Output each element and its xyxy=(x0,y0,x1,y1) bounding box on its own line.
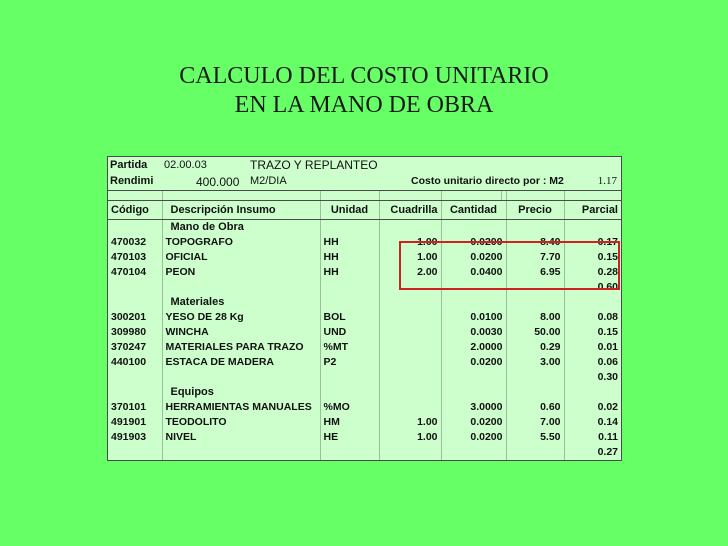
empty-cell xyxy=(441,295,506,310)
partida-code: 02.00.03 xyxy=(164,159,207,171)
section-header-row xyxy=(108,295,621,310)
unidad-cell: HH xyxy=(320,235,379,250)
precio-cell: 8.00 xyxy=(506,310,564,325)
empty-cell xyxy=(506,220,564,236)
section-name: Mano de Obra xyxy=(162,220,320,236)
empty-cell xyxy=(379,445,441,460)
empty-cell xyxy=(564,295,621,310)
title-line-1: CALCULO DEL COSTO UNITARIO xyxy=(179,63,549,89)
table-row xyxy=(108,415,621,430)
cuadrilla-cell xyxy=(379,340,441,355)
descripcion-cell: MATERIALES PARA TRAZO xyxy=(162,340,320,355)
section-name: Equipos xyxy=(162,385,320,400)
partida-label: Partida xyxy=(110,159,148,171)
cantidad-cell: 0.0100 xyxy=(441,310,506,325)
empty-cell xyxy=(379,280,441,295)
empty-cell xyxy=(320,220,379,236)
section-header-row xyxy=(108,220,621,236)
unidad-cell: %MO xyxy=(320,400,379,415)
empty-cell xyxy=(162,370,320,385)
rendimiento-value: 400.000 xyxy=(196,175,240,189)
cost-sheet xyxy=(107,156,622,461)
cantidad-cell: 0.0200 xyxy=(441,235,506,250)
empty-cell xyxy=(506,280,564,295)
codigo-cell: 309980 xyxy=(111,326,147,338)
unidad-cell: HH xyxy=(320,250,379,265)
precio-header: Precio xyxy=(506,201,564,220)
codigo-cell: 440100 xyxy=(111,356,147,368)
table-row xyxy=(108,400,621,415)
descripcion-cell: NIVEL xyxy=(162,430,320,445)
empty-cell xyxy=(108,220,162,236)
parcial-cell: 0.01 xyxy=(564,340,621,355)
empty-cell xyxy=(564,220,621,236)
empty-cell xyxy=(506,370,564,385)
empty-cell xyxy=(108,280,162,295)
table-row xyxy=(108,430,621,445)
codigo-cell: 470103 xyxy=(111,251,147,263)
cuadrilla-cell: 1.00 xyxy=(379,430,441,445)
empty-cell xyxy=(108,445,162,460)
cuadrilla-cell xyxy=(379,325,441,340)
cantidad-cell: 0.0200 xyxy=(441,355,506,370)
empty-cell xyxy=(320,370,379,385)
title-line-2: EN LA MANO DE OBRA xyxy=(234,92,494,118)
cuadrilla-cell xyxy=(379,310,441,325)
precio-cell: 0.60 xyxy=(506,400,564,415)
empty-cell xyxy=(506,445,564,460)
sheet-header xyxy=(108,157,621,191)
table-row xyxy=(108,310,621,325)
codigo-header: Código xyxy=(108,201,162,220)
unidad-cell: HM xyxy=(320,415,379,430)
subtotal-row xyxy=(108,280,621,295)
empty-cell xyxy=(379,385,441,400)
codigo-cell: 470104 xyxy=(111,266,147,278)
parcial-header: Parcial xyxy=(564,201,621,220)
codigo-cell: 470032 xyxy=(111,236,147,248)
descripcion-cell: ESTACA DE MADERA xyxy=(162,355,320,370)
descripcion-cell: HERRAMIENTAS MANUALES xyxy=(162,400,320,415)
precio-cell: 0.29 xyxy=(506,340,564,355)
unidad-header: Unidad xyxy=(320,201,379,220)
parcial-cell: 0.14 xyxy=(564,415,621,430)
cantidad-cell: 0.0200 xyxy=(441,415,506,430)
cantidad-cell: 0.0200 xyxy=(441,430,506,445)
column-header-row xyxy=(108,201,621,220)
subtotal-cell: 0.27 xyxy=(564,445,621,460)
codigo-cell: 300201 xyxy=(111,311,147,323)
empty-cell xyxy=(506,385,564,400)
empty-cell xyxy=(379,295,441,310)
empty-cell xyxy=(162,280,320,295)
parcial-cell: 0.17 xyxy=(564,235,621,250)
cantidad-cell: 0.0030 xyxy=(441,325,506,340)
table-row xyxy=(108,250,621,265)
parcial-cell: 0.08 xyxy=(564,310,621,325)
precio-cell: 6.95 xyxy=(506,265,564,280)
precio-cell: 7.00 xyxy=(506,415,564,430)
parcial-cell: 0.02 xyxy=(564,400,621,415)
unidad-cell: HH xyxy=(320,265,379,280)
partida-description: TRAZO Y REPLANTEO xyxy=(250,158,378,172)
subtotal-cell: 0.60 xyxy=(564,280,621,295)
insumos-table xyxy=(108,201,621,460)
empty-cell xyxy=(441,385,506,400)
empty-cell xyxy=(564,385,621,400)
unidad-cell: HE xyxy=(320,430,379,445)
cuadrilla-cell: 1.00 xyxy=(379,415,441,430)
spacer-row xyxy=(108,191,621,201)
empty-cell xyxy=(320,445,379,460)
empty-cell xyxy=(108,295,162,310)
codigo-cell: 370101 xyxy=(111,401,147,413)
empty-cell xyxy=(441,280,506,295)
precio-cell: 7.70 xyxy=(506,250,564,265)
empty-cell xyxy=(379,370,441,385)
costo-unitario-value: 1.17 xyxy=(597,175,617,187)
parcial-cell: 0.28 xyxy=(564,265,621,280)
table-row xyxy=(108,325,621,340)
table-row xyxy=(108,265,621,280)
empty-cell xyxy=(320,295,379,310)
empty-cell xyxy=(320,280,379,295)
empty-cell xyxy=(320,385,379,400)
table-row xyxy=(108,355,621,370)
empty-cell xyxy=(441,445,506,460)
rendimiento-unit: M2/DIA xyxy=(250,175,287,187)
subtotal-row xyxy=(108,445,621,460)
precio-cell: 5.50 xyxy=(506,430,564,445)
empty-cell xyxy=(441,370,506,385)
cuadrilla-cell xyxy=(379,400,441,415)
parcial-cell: 0.15 xyxy=(564,250,621,265)
precio-cell: 3.00 xyxy=(506,355,564,370)
empty-cell xyxy=(108,385,162,400)
parcial-cell: 0.06 xyxy=(564,355,621,370)
descripcion-cell: OFICIAL xyxy=(162,250,320,265)
parcial-cell: 0.15 xyxy=(564,325,621,340)
section-name: Materiales xyxy=(162,295,320,310)
descripcion-header: Descripción Insumo xyxy=(162,201,320,220)
empty-cell xyxy=(441,220,506,236)
rendimiento-label: Rendimi xyxy=(110,175,154,187)
precio-cell: 50.00 xyxy=(506,325,564,340)
table-row xyxy=(108,235,621,250)
subtotal-cell: 0.30 xyxy=(564,370,621,385)
descripcion-cell: PEON xyxy=(162,265,320,280)
precio-cell: 8.40 xyxy=(506,235,564,250)
codigo-cell: 491901 xyxy=(111,416,147,428)
cuadrilla-cell: 1.00 xyxy=(379,250,441,265)
table-row xyxy=(108,340,621,355)
empty-cell xyxy=(379,220,441,236)
descripcion-cell: YESO DE 28 Kg xyxy=(162,310,320,325)
cantidad-cell: 2.0000 xyxy=(441,340,506,355)
empty-cell xyxy=(108,370,162,385)
cuadrilla-cell xyxy=(379,355,441,370)
cantidad-cell: 0.0400 xyxy=(441,265,506,280)
cuadrilla-header: Cuadrilla xyxy=(379,201,441,220)
codigo-cell: 370247 xyxy=(111,341,147,353)
slide-title xyxy=(0,62,728,120)
descripcion-cell: TEODOLITO xyxy=(162,415,320,430)
unidad-cell: P2 xyxy=(320,355,379,370)
cantidad-cell: 3.0000 xyxy=(441,400,506,415)
cuadrilla-cell: 2.00 xyxy=(379,265,441,280)
cantidad-header: Cantidad xyxy=(441,201,506,220)
empty-cell xyxy=(162,445,320,460)
unidad-cell: %MT xyxy=(320,340,379,355)
descripcion-cell: TOPOGRAFO xyxy=(162,235,320,250)
cuadrilla-cell: 1.00 xyxy=(379,235,441,250)
subtotal-row xyxy=(108,370,621,385)
section-header-row xyxy=(108,385,621,400)
cantidad-cell: 0.0200 xyxy=(441,250,506,265)
unidad-cell: BOL xyxy=(320,310,379,325)
parcial-cell: 0.11 xyxy=(564,430,621,445)
codigo-cell: 491903 xyxy=(111,431,147,443)
descripcion-cell: WINCHA xyxy=(162,325,320,340)
costo-unitario-label: Costo unitario directo por : M2 xyxy=(411,175,564,187)
unidad-cell: UND xyxy=(320,325,379,340)
empty-cell xyxy=(506,295,564,310)
